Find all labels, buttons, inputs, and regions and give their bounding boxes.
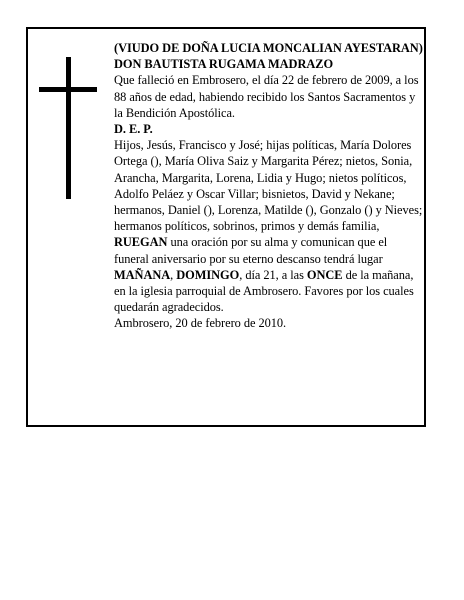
domingo-word: DOMINGO: [176, 267, 240, 282]
rest-in-peace: D. E. P.: [114, 122, 153, 137]
obituary-notice: [26, 27, 426, 427]
day-text: , día 21, a las: [239, 267, 307, 282]
comma-text: ,: [170, 267, 177, 282]
ruegan-text: una oración por su alma y comunican que el funeral aniversario por su eterno descanso tendrá lugar: [114, 235, 388, 266]
cross-icon: [39, 57, 97, 199]
cross-vertical-bar: [66, 57, 71, 199]
death-paragraph: Que falleció en Embrosero, el día 22 de febrero de 2009, a los 88 años de edad, habiendo recibido los Santos Sacramentos y la Bendición Apostólica.: [114, 73, 419, 120]
family-paragraph: Hijos, Jesús, Francisco y José; hijas políticas, María Dolores Ortega (), María Oliva Saiz y Margarita Pérez; nietos, Sonia, Arancha, Margarita, Lorena, Lidia y Hugo; nietos políticos, Adolfo Peláez y Oscar Villar; bisnietos, David y Nekane; hermanos, Daniel (), Lorenza, Matilde (), Gonzalo () y Nieves; hermanos políticos, sobrinos, primos y demás familia,: [114, 138, 423, 234]
cross-horizontal-bar: [39, 87, 97, 92]
obituary-text: [114, 40, 423, 332]
once-word: ONCE: [306, 267, 343, 282]
ruegan-word: RUEGAN: [114, 235, 168, 250]
deceased-name: DON BAUTISTA RUGAMA MADRAZO: [114, 57, 334, 72]
place-date: Ambrosero, 20 de febrero de 2010.: [114, 316, 287, 331]
manana-word: MAÑANA: [114, 267, 171, 282]
closing-text: de la mañana, en la iglesia parroquial de Ambrosero. Favores por los cuales quedarán agradecidos.: [114, 267, 414, 315]
widower-line: (VIUDO DE DOÑA LUCIA MONCALIAN AYESTARAN): [114, 41, 423, 55]
funeral-paragraph: [114, 234, 423, 315]
